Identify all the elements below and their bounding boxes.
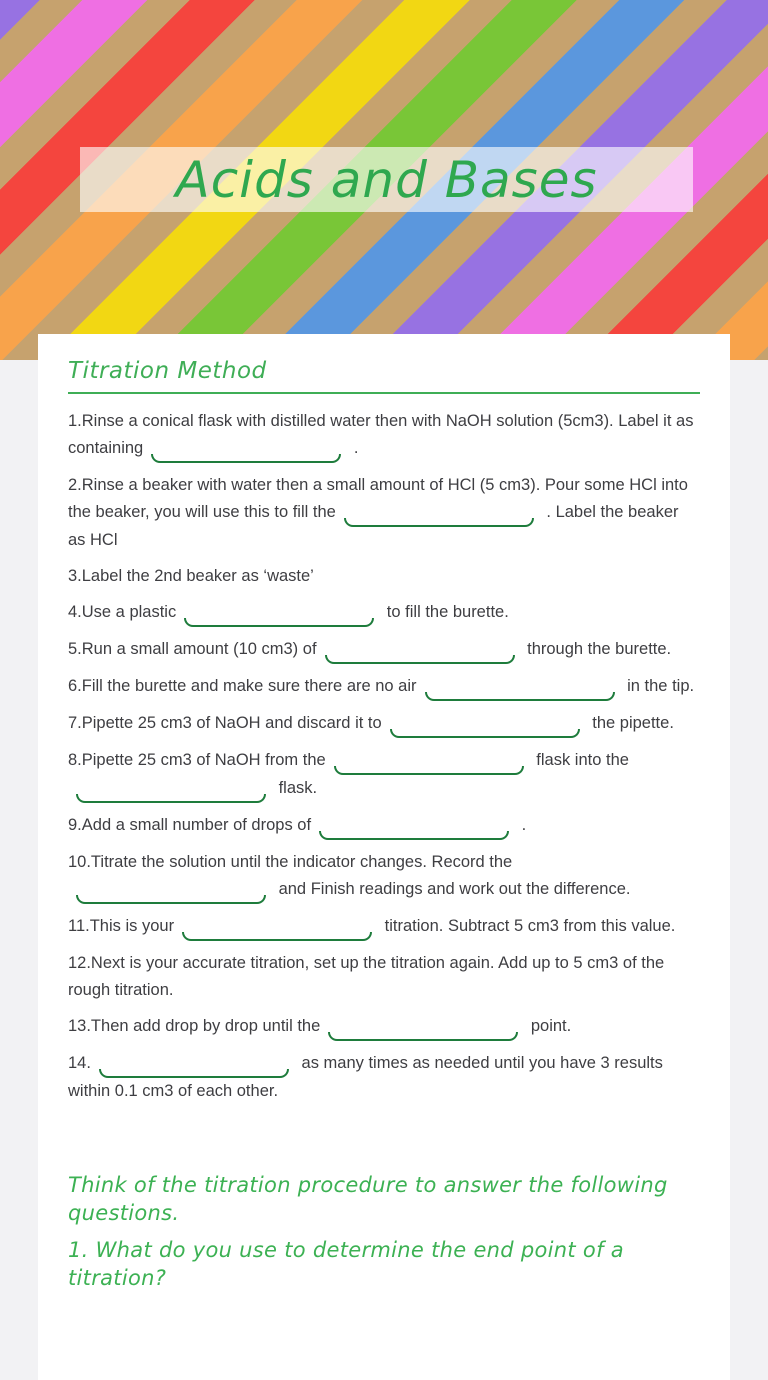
answer-blank-12[interactable] xyxy=(328,1032,518,1041)
rainbow-stripes-header xyxy=(0,0,768,360)
step-2 xyxy=(68,472,700,554)
step-5-text: 5.Run a small amount (10 cm3) of xyxy=(68,640,317,658)
section-divider xyxy=(68,392,700,394)
step-12-text: 12.Next is your accurate titration, set up the titration again. Add up to 5 cm3 of the rough titration. xyxy=(68,954,665,999)
step-1 xyxy=(68,408,700,463)
step-14-text-after: as many times as needed until you have 3 results within 0.1 cm3 of each other. xyxy=(68,1054,663,1100)
step-2-text-after: . Label the beaker as HCl xyxy=(68,503,679,549)
step-2-text: 2.Rinse a beaker with water then a small amount of HCl (5 cm3). Pour some HCl into the beaker, you will use this to fill the xyxy=(68,476,688,521)
step-3-text: 3.Label the 2nd beaker as ‘waste’ xyxy=(68,567,314,585)
answer-blank-4[interactable] xyxy=(325,655,515,664)
answer-blank-3[interactable] xyxy=(184,618,374,627)
step-11-text-after: titration. Subtract 5 cm3 from this value. xyxy=(380,917,676,935)
step-13-text-after: point. xyxy=(526,1017,572,1035)
step-12 xyxy=(68,950,700,1004)
step-8-text-middle: flask into the xyxy=(531,751,629,769)
step-5-text-after: through the burette. xyxy=(522,640,672,658)
answer-blank-10[interactable] xyxy=(76,895,266,904)
step-1-text-after: . xyxy=(349,439,359,457)
section-title: Titration Method xyxy=(68,358,267,384)
step-10-text: 10.Titrate the solution until the indicator changes. Record the xyxy=(68,853,513,871)
answer-blank-7[interactable] xyxy=(334,766,524,775)
step-14-text: 14. xyxy=(68,1054,91,1072)
answer-blank-5[interactable] xyxy=(425,692,615,701)
step-11-text: 11.This is your xyxy=(68,917,175,935)
answer-blank-11[interactable] xyxy=(182,932,372,941)
answer-blank-13[interactable] xyxy=(99,1069,289,1078)
step-6 xyxy=(68,673,700,701)
step-7 xyxy=(68,710,700,738)
page-title: Acids and Bases xyxy=(175,150,598,209)
step-4-text: 4.Use a plastic xyxy=(68,603,177,621)
step-8-text-after: flask. xyxy=(274,779,318,797)
step-9-text-after: . xyxy=(517,816,527,834)
step-14 xyxy=(68,1050,700,1105)
answer-blank-6[interactable] xyxy=(390,729,580,738)
step-5 xyxy=(68,636,700,664)
step-11 xyxy=(68,913,700,941)
step-8-text: 8.Pipette 25 cm3 of NaOH from the xyxy=(68,751,326,769)
step-13-text: 13.Then add drop by drop until the xyxy=(68,1017,321,1035)
step-13 xyxy=(68,1013,700,1041)
step-10 xyxy=(68,849,700,904)
step-10-text-after: and Finish readings and work out the difference. xyxy=(274,880,631,898)
step-8 xyxy=(68,747,700,803)
step-7-text: 7.Pipette 25 cm3 of NaOH and discard it to xyxy=(68,714,382,732)
step-4-text-after: to fill the burette. xyxy=(382,603,509,621)
worksheet-card xyxy=(38,334,730,1380)
answer-blank-1[interactable] xyxy=(151,454,341,463)
answer-blank-9[interactable] xyxy=(319,831,509,840)
step-9-text: 9.Add a small number of drops of xyxy=(68,816,312,834)
title-banner xyxy=(80,147,693,212)
step-1-text: 1.Rinse a conical flask with distilled water then with NaOH solution (5cm3). Label it as containing xyxy=(68,412,694,457)
footer-question-1: 1. What do you use to determine the end point of a titration? xyxy=(68,1238,624,1290)
step-6-text: 6.Fill the burette and make sure there are no air xyxy=(68,677,417,695)
step-9 xyxy=(68,812,700,840)
step-7-text-after: the pipette. xyxy=(587,714,674,732)
step-6-text-after: in the tip. xyxy=(622,677,695,695)
answer-blank-8[interactable] xyxy=(76,794,266,803)
footer-intro: Think of the titration procedure to answer the following questions. xyxy=(68,1173,668,1225)
answer-blank-2[interactable] xyxy=(344,518,534,527)
step-4 xyxy=(68,599,700,627)
step-3 xyxy=(68,563,700,590)
